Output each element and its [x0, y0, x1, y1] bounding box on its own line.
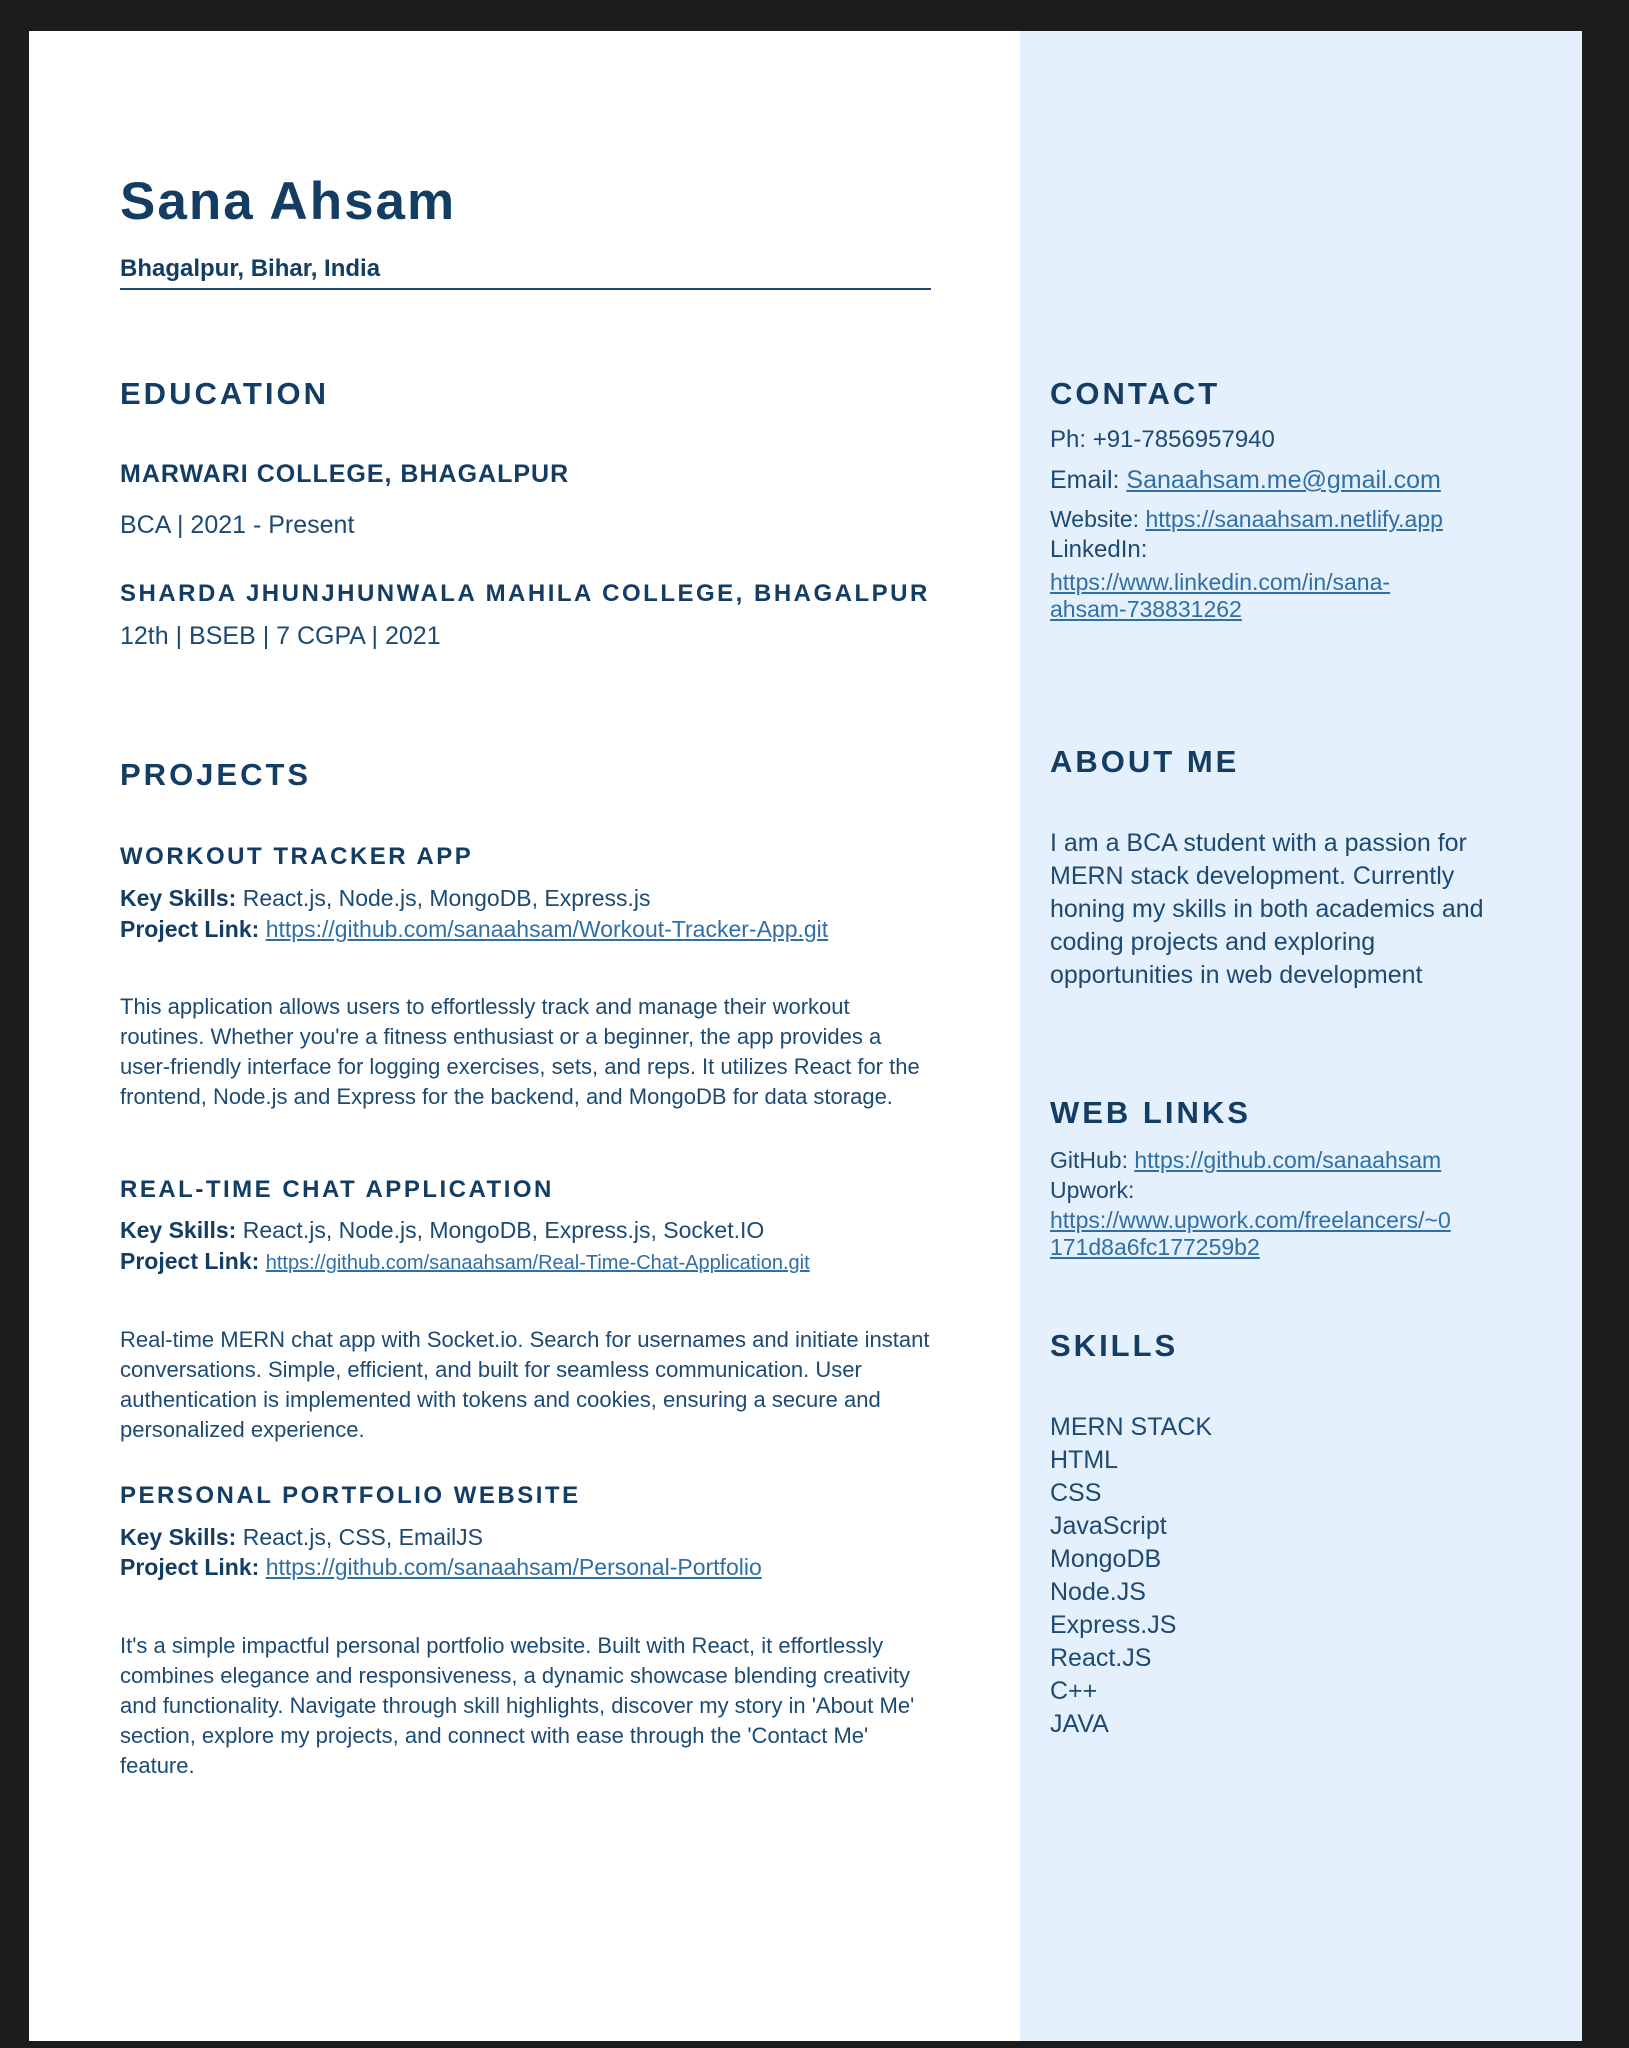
upwork-label: Upwork:: [1050, 1177, 1135, 1203]
project-link-label: Project Link:: [120, 1554, 260, 1580]
project-link-line: [120, 1554, 762, 1581]
upwork-link-line[interactable]: 171d8a6fc177259b2: [1050, 1234, 1260, 1260]
project-link-label: Project Link:: [120, 916, 260, 942]
project-link[interactable]: https://github.com/sanaahsam/Workout-Tracker-App.git: [265, 916, 829, 942]
key-skills-label: Key Skills:: [120, 1524, 237, 1550]
skill-item: CSS: [1050, 1479, 1102, 1507]
project-title: REAL-TIME CHAT APPLICATION: [120, 1176, 554, 1203]
skill-item: MERN STACK: [1050, 1413, 1213, 1441]
github-line: [1050, 1147, 1441, 1174]
project-skills: React.js, CSS, EmailJS: [242, 1524, 484, 1550]
web-links-heading: WEB LINKS: [1050, 1095, 1251, 1130]
project-title: PERSONAL PORTFOLIO WEBSITE: [120, 1482, 581, 1509]
project-skills: React.js, Node.js, MongoDB, Express.js, Socket.IO: [242, 1217, 765, 1243]
education-school: SHARDA JHUNJHUNWALA MAHILA COLLEGE, BHAGALPUR: [120, 580, 930, 607]
skills-heading: SKILLS: [1050, 1328, 1179, 1363]
skill-item: React.JS: [1050, 1644, 1152, 1672]
project-skills-line: [120, 1217, 764, 1244]
email-label: Email:: [1050, 466, 1120, 494]
education-detail: 12th | BSEB | 7 CGPA | 2021: [120, 622, 441, 650]
linkedin-link-line[interactable]: ahsam-738831262: [1050, 596, 1242, 622]
project-link-line: [120, 1248, 810, 1275]
website-link[interactable]: https://sanaahsam.netlify.app: [1145, 506, 1443, 532]
about-text: I am a BCA student with a passion for MERN stack development. Currently honing my skills in both academics and coding projects and exploring opportunities in web development: [1050, 829, 1484, 989]
key-skills-label: Key Skills:: [120, 1217, 237, 1243]
contact-phone: Ph: +91-7856957940: [1050, 426, 1275, 453]
education-school: MARWARI COLLEGE, BHAGALPUR: [120, 460, 570, 488]
skill-item: JavaScript: [1050, 1512, 1167, 1540]
email-link[interactable]: Sanaahsam.me@gmail.com: [1126, 466, 1441, 494]
candidate-location: Bhagalpur, Bihar, India: [120, 255, 381, 282]
skill-item: HTML: [1050, 1446, 1119, 1474]
project-title: WORKOUT TRACKER APP: [120, 843, 474, 870]
website-label: Website:: [1050, 506, 1140, 532]
linkedin-link[interactable]: [1050, 569, 1390, 623]
about-heading: ABOUT ME: [1050, 744, 1240, 779]
project-link-line: [120, 916, 828, 943]
education-heading: EDUCATION: [120, 376, 329, 411]
contact-heading: CONTACT: [1050, 376, 1221, 411]
project-description: It's a simple impactful personal portfolio website. Built with React, it effortlessly combines elegance and responsiveness, a dynamic showcase blending creativity and functionality. Navigate through skill highlights, discover my story in 'About Me' section, explore my projects, and connect with ease through the 'Contact Me' feature.: [120, 1633, 915, 1778]
upwork-link-line[interactable]: https://www.upwork.com/freelancers/~0: [1050, 1207, 1451, 1233]
project-link[interactable]: https://github.com/sanaahsam/Real-Time-Chat-Application.git: [265, 1252, 810, 1274]
project-link-label: Project Link:: [120, 1248, 260, 1274]
projects-heading: PROJECTS: [120, 757, 312, 792]
linkedin-link-line[interactable]: https://www.linkedin.com/in/sana-: [1050, 569, 1391, 595]
contact-email-line: [1050, 466, 1441, 495]
github-link[interactable]: https://github.com/sanaahsam: [1134, 1147, 1442, 1173]
upwork-link[interactable]: [1050, 1207, 1451, 1261]
skill-item: JAVA: [1050, 1710, 1109, 1738]
skills-list: [1050, 1411, 1212, 1741]
project-skills: React.js, Node.js, MongoDB, Express.js: [242, 885, 651, 911]
contact-website-line: [1050, 506, 1443, 533]
key-skills-label: Key Skills:: [120, 885, 237, 911]
project-skills-line: [120, 1524, 483, 1551]
header-divider: [120, 288, 931, 290]
education-detail: BCA | 2021 - Present: [120, 511, 355, 539]
github-label: GitHub:: [1050, 1147, 1128, 1173]
project-description: This application allows users to effortlessly track and manage their workout routines. Whether you're a fitness enthusiast or a beginner, the app provides a user-friendly interface for logging exercises, sets, and reps. It utilizes React for the frontend, Node.js and Express for the backend, and MongoDB for data storage.: [120, 994, 920, 1109]
skill-item: MongoDB: [1050, 1545, 1162, 1573]
resume-page: [29, 31, 1582, 2041]
project-description: Real-time MERN chat app with Socket.io. Search for usernames and initiate instant conversations. Simple, efficient, and built for seamless communication. User authentication is implemented with tokens and cookies, ensuring a secure and personalized experience.: [120, 1327, 930, 1442]
skill-item: C++: [1050, 1677, 1098, 1705]
skill-item: Express.JS: [1050, 1611, 1177, 1639]
candidate-name: Sana Ahsam: [120, 172, 457, 231]
linkedin-label: LinkedIn:: [1050, 536, 1148, 563]
project-skills-line: [120, 885, 651, 912]
skill-item: Node.JS: [1050, 1578, 1146, 1606]
project-link[interactable]: https://github.com/sanaahsam/Personal-Portfolio: [265, 1554, 762, 1580]
